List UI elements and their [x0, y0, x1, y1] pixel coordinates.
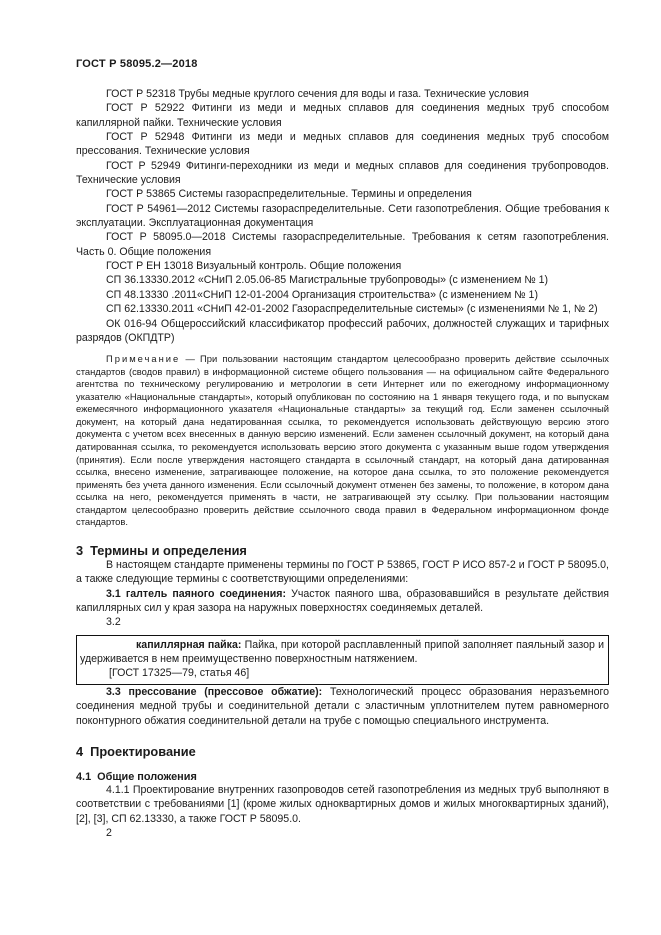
term-name: капиллярная пайка:	[136, 638, 242, 651]
reference-item: ГОСТ Р 52948 Фитинги из меди и медных сплавов для соединения медных труб способом прессования. Технические условия	[76, 131, 609, 158]
note-text: — При пользовании настоящим стандартом целесообразно проверить действие ссылочных стандартов (сводов правил) в информационной системе общего пользования — на официальном сайте Федерального агентства по техническому регулированию и метрологии в сети Интернет или по ежегодному информационному указателю «Национальные стандарты», который опубликован по состоянию на 1 января текущего года, и по выпускам ежемесячного информационного указателя «Национальные стандарты» за текущий год. Если заменен ссылочный документ, на который дана недатированная ссылка, то рекомендуется использовать действующую версию этого документа с учетом всех внесенных в данную версию изменений. Если заменен ссылочный документ, на который дана датированная ссылка, то рекомендуется использовать версию этого документа с указанным выше годом утверждения (принятия). Если после утверждения настоящего стандарта в ссылочный стандарт, на который дана датированная ссылка, внесено изменение, затрагивающее положение, на которое дана ссылка, то это положение рекомендуется применять без учета данного изменения. Если ссылочный документ отменен без замены, то положение, в котором дана ссылка на него, рекомендуется применять в части, не затрагивающей эту ссылку. При пользовании настоящим стандартом целесообразно проверить действие ссылочного свода правил в Федеральном информационном фонде стандартов.	[76, 353, 609, 528]
section-title: Проектирование	[90, 743, 196, 759]
document-header: ГОСТ Р 58095.2—2018	[76, 58, 198, 70]
boxed-definition	[76, 635, 609, 685]
reference-item: ГОСТ Р ЕН 13018 Визуальный контроль. Общие положения	[106, 260, 402, 273]
reference-item: ГОСТ Р 54961—2012 Системы газораспределительные. Сети газопотребления. Общие требования к эксплуатации. Эксплуатационная документация	[76, 202, 609, 230]
term-definition: Участок паяного шва, образовавшийся в результате действия капиллярных сил у края зазора на наружных поверхностях соединяемых деталей.	[76, 587, 610, 614]
subsection-number: 4.1	[76, 770, 92, 783]
clause-text: Проектирование внутренних газопроводов сетей газопотребления из медных труб выполняют в соответствии с требованиями [1] (кроме жилых одноквартирных домов и жилых многоквартирных зданий), [2], [3], СП 62.13330, а также ГОСТ Р 58095.0.	[76, 783, 609, 825]
page-number: 2	[106, 826, 112, 839]
section-title: Термины и определения	[90, 542, 247, 558]
term-number: 3.1	[106, 587, 121, 600]
term-3-1	[76, 587, 609, 616]
term-3-2-number: 3.2	[106, 616, 121, 629]
note-paragraph	[76, 353, 609, 529]
section-number: 3	[76, 542, 84, 558]
paragraph-4-1-1	[76, 783, 609, 826]
subsection-title: Общие положения	[97, 770, 197, 783]
reference-item: ГОСТ Р 52922 Фитинги из меди и медных сплавов для соединения медных труб способом капиллярной пайки. Технические условия	[76, 102, 609, 129]
terms-intro-paragraph: В настоящем стандарте применены термины по ГОСТ Р 53865, ГОСТ Р ИСО 857-2 и ГОСТ Р 58095.0, а также следующие термины с соответствующими определениями:	[76, 558, 609, 586]
section-heading-design	[76, 744, 609, 759]
term-definition: Пайка, при которой расплавленный припой заполняет паяльный зазор и удерживается в нем преимущественно поверхностным натяжением.	[80, 638, 604, 665]
subsection-heading-4-1	[76, 771, 609, 783]
reference-item: СП 48.13330 .2011«СНиП 12-01-2004 Организация строительства» (с изменением № 1)	[106, 288, 538, 301]
boxed-term-source: [ГОСТ 17325—79, статья 46]	[109, 666, 250, 679]
term-3-3	[76, 685, 609, 728]
reference-item: ОК 016-94 Общероссийский классификатор профессий рабочих, должностей служащих и тарифных разрядов (ОКПДТР)	[76, 317, 609, 344]
reference-item: ГОСТ Р 58095.0—2018 Системы газораспределительные. Требования к сетям газопотребления. Часть 0. Общие положения	[76, 231, 609, 258]
normative-references-list	[76, 87, 609, 345]
term-number: 3.3	[106, 685, 121, 698]
reference-item: ГОСТ Р 53865 Системы газораспределительные. Термины и определения	[106, 188, 472, 201]
reference-item: ГОСТ Р 52949 Фитинги-переходники из меди и медных сплавов для соединения трубопроводов. Технические условия	[76, 159, 609, 187]
section-number: 4	[76, 743, 84, 759]
boxed-term-paragraph	[80, 638, 604, 666]
note-label: Примечание	[106, 353, 181, 365]
reference-item: СП 62.13330.2011 «СНиП 42-01-2002 Газораспределительные системы» (с изменениями № 1, № 2)	[106, 303, 598, 316]
term-name: галтель паяного соединения:	[125, 587, 286, 600]
clause-number: 4.1.1	[106, 783, 130, 796]
reference-item: ГОСТ Р 52318 Трубы медные круглого сечения для воды и газа. Технические условия	[106, 88, 529, 100]
reference-item: СП 36.13330.2012 «СНиП 2.05.06-85 Магистральные трубопроводы» (с изменением № 1)	[106, 274, 549, 287]
section-heading-terms	[76, 543, 609, 558]
term-name: прессование (прессовое обжатие):	[128, 685, 323, 698]
term-definition: Технологический процесс образования неразъемного соединения медной трубы и соединительной детали с эластичным уплотнителем путем равномерного поконтурного обжатия соединительной детали на трубе с помощью специального инструмента.	[76, 685, 609, 727]
page-content	[76, 0, 609, 840]
